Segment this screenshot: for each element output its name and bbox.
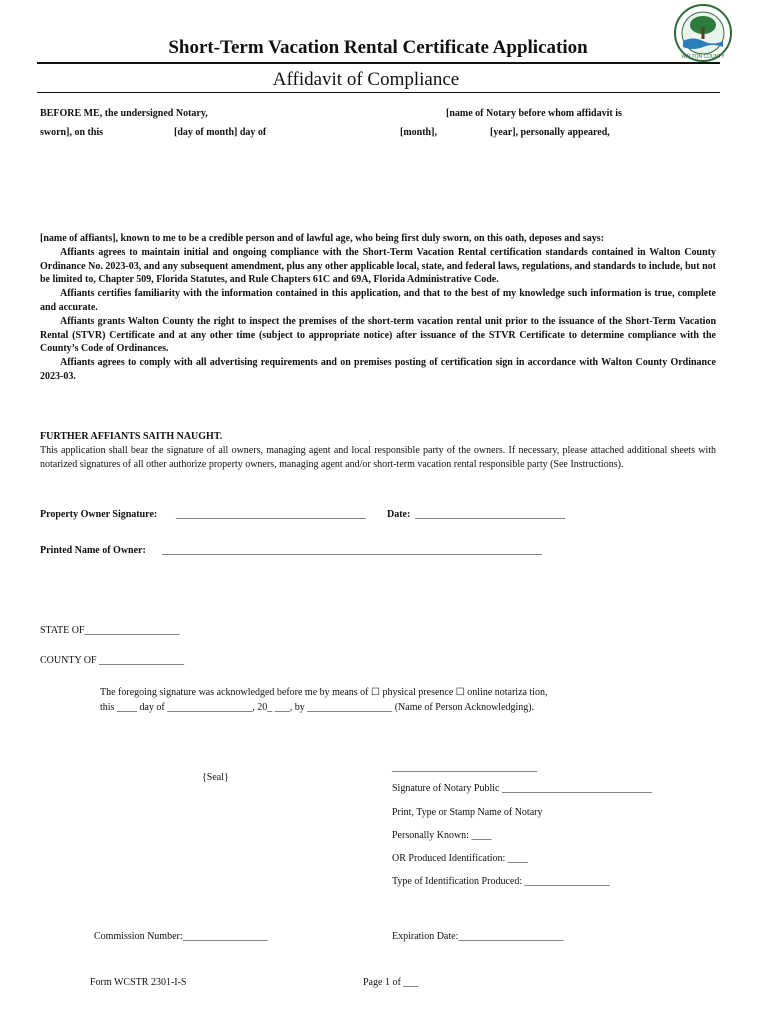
further-text: This application shall bear the signature of all owners, managing agent and local responsible party of the owners. If necessary, please attached additional sheets with notarized signatures of all other authorize property owners, managing agent and/or short-term vacation rental responsible party (See Instructions). <box>40 445 716 470</box>
page-title: Short-Term Vacation Rental Certificate Application <box>168 37 588 58</box>
county-of-field[interactable]: COUNTY OF _________________ <box>40 655 185 666</box>
affiant-advertising-text: Affiants agrees to comply with all advertising requirements and on premises posting of certification sign in accordance with Walton County Ordinance 2023-03. <box>40 357 716 382</box>
owner-date-label: Date: <box>387 509 411 520</box>
logo-text: WALTON COUNTY <box>681 54 725 60</box>
id-type-field[interactable]: Type of Identification Produced: _________________ <box>392 876 610 887</box>
physical-presence-checkbox[interactable]: ☐ <box>371 687 380 698</box>
intro-sworn: sworn], on this <box>40 127 104 138</box>
intro-notary-name: [name of Notary before whom affidavit is <box>446 108 622 119</box>
commission-number-field[interactable]: Commission Number:_________________ <box>94 931 268 942</box>
owner-signature-field[interactable]: ______________________________________ <box>176 509 366 520</box>
affiant-compliance <box>40 246 716 287</box>
affiant-inspection-text: Affiants grants Walton County the right to inspect the premises of the short-term vacation rental unit prior to the issuance of the Short-Term Vacation Rental (STVR) Certificate and at any other time (subject to appropriate notice) after issuance of the STVR Certificate to determine compliance with the County’s Code of Ordinances. <box>40 315 716 355</box>
expiration-date-field[interactable]: Expiration Date:_____________________ <box>392 931 564 942</box>
intro-day-of-month: [day of month] day of <box>174 127 267 138</box>
affiant-familiarity <box>40 287 716 315</box>
page-number: Page 1 of ___ <box>363 977 419 988</box>
online-notarization-label: online notariza tion, <box>467 687 548 698</box>
affiant-familiarity-text: Affiants certifies familiarity with the information contained in this application, and that to the best of my knowledge such information is true, complete and accurate. <box>40 288 716 313</box>
affiant-inspection <box>40 315 716 356</box>
notary-top-line[interactable]: _____________________________ <box>392 762 537 773</box>
state-of-field[interactable]: STATE OF___________________ <box>40 625 180 636</box>
owner-date-field[interactable]: ______________________________ <box>415 509 565 520</box>
subtitle-rule <box>37 92 720 93</box>
online-notarization-checkbox[interactable]: ☐ <box>455 687 465 698</box>
printed-name-field[interactable]: ____________________________________________________________________________ <box>162 545 542 556</box>
further-heading: FURTHER AFFIANTS SAITH NAUGHT. <box>40 431 223 442</box>
acknowledgment-text: The foregoing signature was acknowledged before me by means of <box>100 687 369 698</box>
notary-signature-field[interactable]: Signature of Notary Public ______________________________ <box>392 783 652 794</box>
notary-print-name: Print, Type or Stamp Name of Notary <box>392 807 543 818</box>
affiants-block <box>40 232 716 384</box>
affiant-advertising <box>40 356 716 384</box>
produced-id-field[interactable]: OR Produced Identification: ____ <box>392 853 528 864</box>
title-rule <box>37 62 720 64</box>
affiant-intro: [name of affiants], known to me to be a credible person and of lawful age, who being first duly sworn, on this oath, deposes and says: <box>40 233 605 244</box>
owner-signature-label: Property Owner Signature: <box>40 509 158 520</box>
affiant-compliance-text: Affiants agrees to maintain initial and ongoing compliance with the Short-Term Vacation Rental certification standards contained in Walton County Ordinance No. 2023-03, and any subsequent amendment, plus any other applicable local, state, and federal laws, regulations, and standards to include, but not be limited to, Chapter 509, Florida Statutes, and Rule Chapters 61C and 69A, Florida Administrative Code. <box>40 246 716 286</box>
form-number: Form WCSTR 2301-I-S <box>90 977 187 988</box>
intro-year: [year], personally appeared, <box>490 127 610 138</box>
printed-name-label: Printed Name of Owner: <box>40 545 146 556</box>
intro-before-me: BEFORE ME, the undersigned Notary, <box>40 108 208 119</box>
intro-month: [month], <box>400 127 437 138</box>
acknowledgment-line-1 <box>100 687 548 698</box>
personally-known-field[interactable]: Personally Known: ____ <box>392 830 492 841</box>
acknowledgment-line-2[interactable]: this ____ day of _________________, 20_ ___, by _________________ (Name of Person Acknowledging). <box>100 702 535 713</box>
seal-placeholder: {Seal} <box>202 772 229 783</box>
page-subtitle: Affidavit of Compliance <box>272 69 460 90</box>
physical-presence-label: physical presence <box>382 687 454 698</box>
